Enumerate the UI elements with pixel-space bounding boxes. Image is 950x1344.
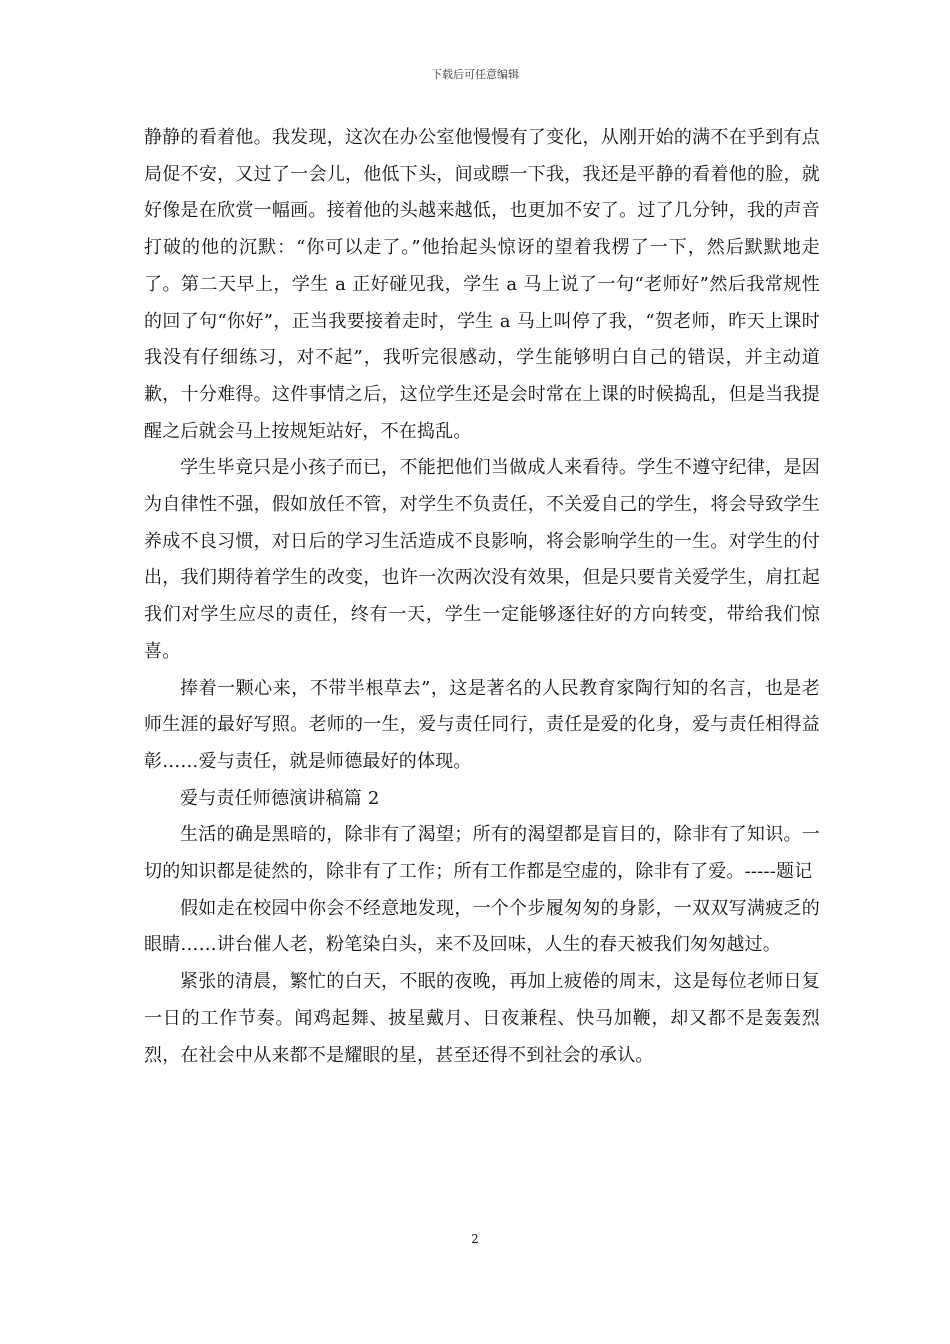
paragraph-epigraph: 生活的确是黑暗的，除非有了渴望；所有的渴望都是盲目的，除非有了知识。一切的知识都是徒然的，除非有了工作；所有工作都是空虚的，除非有了爱。-----题记	[144, 824, 820, 883]
page-header: 下载后可任意编辑	[431, 68, 519, 81]
paragraph: 捧着一颗心来，不带半根草去”，这是著名的人民教育家陶行知的名言，也是老师生涯的最好写照。老师的一生，爱与责任同行，责任是爱的化身，爱与责任相得益彰……爱与责任，就是师德最好的体现。	[144, 677, 820, 772]
paragraph: 学生毕竟只是小孩子而已，不能把他们当做成人来看待。学生不遵守纪律，是因为自律性不强，假如放任不管，对学生不负责任，不关爱自己的学生，将会导致学生养成不良习惯，对日后的学习生活造成不良影响，将会影响学生的一生。对学生的付出，我们期待着学生的改变，也许一次两次没有效果，但是只要肯关爱学生，肩扛起我们对学生应尽的责任，终有一天，学生一定能够逐往好的方向转变，带给我们惊喜。	[144, 457, 820, 662]
paragraph: 假如走在校园中你会不经意地发现，一个个步履匆匆的身影，一双双写满疲乏的眼睛……讲台催人老，粉笔染白头，来不及回味，人生的春天被我们匆匆越过。	[144, 897, 820, 956]
paragraph-continued: 静静的看着他。我发现，这次在办公室他慢慢有了变化，从刚开始的满不在乎到有点局促不安，又过了一会儿，他低下头，间或瞟一下我，我还是平静的看着他的脸，就好像是在欣赏一幅画。接着他的头越来越低，也更加不安了。过了几分钟，我的声音打破的他的沉默：“你可以走了。”他抬起头惊讶的望着我楞了一下，然后默默地走了。第二天早上，学生 a 正好碰见我，学生 a 马上说了一句“老师好”然后我常规性的回了句“你好”，正当我要接着走时，学生 a 马上叫停了我，“贺老师，昨天上课时我没有仔细练习，对不起”，我听完很感动，学生能够明白自己的错误，并主动道歉，十分难得。这件事情之后，这位学生还是会时常在上课的时候捣乱，但是当我提醒之后就会马上按规矩站好，不在捣乱。	[144, 127, 820, 442]
paragraph: 紧张的清晨，繁忙的白天，不眠的夜晚，再加上疲倦的周末，这是每位老师日复一日的工作节奏。闻鸡起舞、披星戴月、日夜兼程、快马加鞭，却又都不是轰轰烈烈，在社会中从来都不是耀眼的星，甚至还得不到社会的承认。	[144, 971, 820, 1066]
document-body	[144, 120, 820, 1074]
page-number: 2	[471, 1232, 479, 1246]
section-heading: 爱与责任师德演讲稿篇 2	[180, 787, 380, 809]
